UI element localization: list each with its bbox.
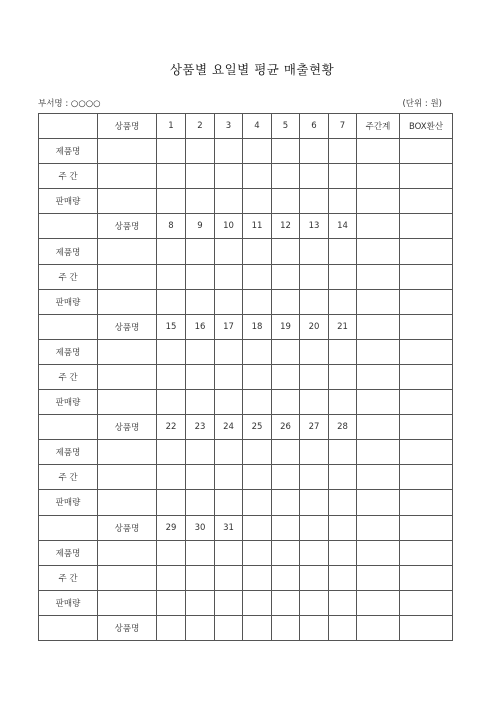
data-row — [39, 339, 453, 364]
box-conversion-header-cell — [400, 214, 453, 239]
data-cell[interactable] — [215, 565, 243, 590]
data-cell[interactable] — [329, 490, 357, 515]
data-cell[interactable] — [357, 289, 400, 314]
blank-cell — [39, 114, 98, 139]
day-header-cell: 31 — [215, 515, 243, 540]
row-label-cell: 주 간 — [39, 465, 98, 490]
data-cell[interactable] — [186, 164, 215, 189]
day-header-cell — [300, 515, 329, 540]
weekly-total-header-cell — [357, 214, 400, 239]
data-cell[interactable] — [300, 289, 329, 314]
data-cell[interactable] — [98, 440, 157, 465]
product-label-cell: 상품명 — [98, 515, 157, 540]
data-cell[interactable] — [400, 364, 453, 389]
row-label-cell: 제품명 — [39, 440, 98, 465]
data-cell[interactable] — [300, 339, 329, 364]
day-header-cell: 23 — [186, 415, 215, 440]
section-header-row — [39, 214, 453, 239]
data-cell[interactable] — [272, 239, 300, 264]
data-cell[interactable] — [98, 364, 157, 389]
day-header-cell: 25 — [243, 415, 272, 440]
day-header-cell: 19 — [272, 314, 300, 339]
data-cell[interactable] — [157, 264, 186, 289]
data-cell[interactable] — [157, 164, 186, 189]
data-cell[interactable] — [243, 565, 272, 590]
data-cell[interactable] — [329, 339, 357, 364]
data-cell[interactable] — [400, 189, 453, 214]
data-cell[interactable] — [357, 590, 400, 615]
data-cell[interactable] — [400, 490, 453, 515]
row-label-cell: 제품명 — [39, 339, 98, 364]
data-cell[interactable] — [272, 540, 300, 565]
row-label-cell: 제품명 — [39, 540, 98, 565]
box-conversion-header-cell — [400, 615, 453, 640]
data-cell[interactable] — [98, 490, 157, 515]
data-cell[interactable] — [329, 540, 357, 565]
data-cell[interactable] — [186, 364, 215, 389]
product-label-cell: 상품명 — [98, 214, 157, 239]
data-cell[interactable] — [243, 465, 272, 490]
data-cell[interactable] — [357, 189, 400, 214]
day-header-cell — [243, 515, 272, 540]
data-row — [39, 465, 453, 490]
data-cell[interactable] — [215, 364, 243, 389]
section-header-row — [39, 114, 453, 139]
data-cell[interactable] — [400, 139, 453, 164]
data-cell[interactable] — [272, 139, 300, 164]
department-label: 부서명 : ○○○○ — [38, 99, 101, 109]
data-cell[interactable] — [215, 289, 243, 314]
data-cell[interactable] — [300, 390, 329, 415]
data-cell[interactable] — [400, 540, 453, 565]
data-row — [39, 164, 453, 189]
data-cell[interactable] — [243, 339, 272, 364]
day-header-cell: 22 — [157, 415, 186, 440]
section-header-row — [39, 314, 453, 339]
data-cell[interactable] — [243, 590, 272, 615]
day-header-cell — [329, 515, 357, 540]
data-cell[interactable] — [215, 590, 243, 615]
product-label-cell: 상품명 — [98, 314, 157, 339]
row-label-cell: 판매량 — [39, 390, 98, 415]
data-cell[interactable] — [329, 189, 357, 214]
data-cell[interactable] — [98, 390, 157, 415]
data-cell[interactable] — [357, 490, 400, 515]
data-cell[interactable] — [400, 239, 453, 264]
data-cell[interactable] — [98, 164, 157, 189]
data-cell[interactable] — [98, 139, 157, 164]
blank-cell — [39, 314, 98, 339]
data-cell[interactable] — [186, 189, 215, 214]
data-cell[interactable] — [243, 189, 272, 214]
weekly-total-header-cell — [357, 515, 400, 540]
data-cell[interactable] — [186, 440, 215, 465]
row-label-cell: 주 간 — [39, 364, 98, 389]
data-cell[interactable] — [243, 239, 272, 264]
weekly-total-header-cell — [357, 415, 400, 440]
page-title: 상품별 요일별 평균 매출현황 — [169, 62, 335, 77]
data-cell[interactable] — [357, 164, 400, 189]
data-cell[interactable] — [186, 390, 215, 415]
data-cell[interactable] — [329, 390, 357, 415]
data-row — [39, 440, 453, 465]
data-cell[interactable] — [329, 565, 357, 590]
row-label-cell: 주 간 — [39, 565, 98, 590]
data-cell[interactable] — [272, 565, 300, 590]
day-header-cell: 4 — [243, 114, 272, 139]
row-label-cell: 주 간 — [39, 164, 98, 189]
data-cell[interactable] — [300, 565, 329, 590]
data-cell[interactable] — [400, 289, 453, 314]
day-header-cell: 17 — [215, 314, 243, 339]
day-header-cell: 5 — [272, 114, 300, 139]
day-header-cell — [157, 615, 186, 640]
data-cell[interactable] — [215, 465, 243, 490]
data-cell[interactable] — [357, 465, 400, 490]
data-cell[interactable] — [272, 289, 300, 314]
data-cell[interactable] — [329, 289, 357, 314]
data-cell[interactable] — [98, 264, 157, 289]
blank-cell — [39, 415, 98, 440]
box-conversion-header-cell — [400, 415, 453, 440]
day-header-cell: 28 — [329, 415, 357, 440]
data-cell[interactable] — [215, 540, 243, 565]
data-cell[interactable] — [186, 239, 215, 264]
row-label-cell: 판매량 — [39, 289, 98, 314]
data-cell[interactable] — [98, 339, 157, 364]
day-header-cell: 20 — [300, 314, 329, 339]
data-cell[interactable] — [215, 390, 243, 415]
data-row — [39, 565, 453, 590]
box-conversion-header-cell: BOX환산 — [400, 114, 453, 139]
blank-cell — [39, 214, 98, 239]
day-header-cell — [272, 615, 300, 640]
day-header-cell: 15 — [157, 314, 186, 339]
data-cell[interactable] — [157, 465, 186, 490]
data-row — [39, 289, 453, 314]
data-cell[interactable] — [215, 239, 243, 264]
data-cell[interactable] — [400, 465, 453, 490]
data-cell[interactable] — [400, 390, 453, 415]
data-cell[interactable] — [98, 590, 157, 615]
data-row — [39, 239, 453, 264]
section-header-row — [39, 415, 453, 440]
data-cell[interactable] — [400, 565, 453, 590]
data-cell[interactable] — [300, 440, 329, 465]
data-cell[interactable] — [300, 364, 329, 389]
day-header-cell: 30 — [186, 515, 215, 540]
data-cell[interactable] — [98, 189, 157, 214]
section-header-row — [39, 515, 453, 540]
day-header-cell: 9 — [186, 214, 215, 239]
data-cell[interactable] — [243, 540, 272, 565]
row-label-cell: 판매량 — [39, 189, 98, 214]
data-cell[interactable] — [329, 590, 357, 615]
blank-cell — [39, 615, 98, 640]
data-cell[interactable] — [157, 390, 186, 415]
sales-table — [38, 113, 453, 641]
product-label-cell: 상품명 — [98, 415, 157, 440]
data-cell[interactable] — [300, 465, 329, 490]
day-header-cell: 7 — [329, 114, 357, 139]
weekly-total-header-cell — [357, 615, 400, 640]
day-header-cell: 26 — [272, 415, 300, 440]
data-cell[interactable] — [272, 339, 300, 364]
data-cell[interactable] — [157, 540, 186, 565]
data-cell[interactable] — [157, 590, 186, 615]
data-cell[interactable] — [243, 490, 272, 515]
day-header-cell: 1 — [157, 114, 186, 139]
box-conversion-header-cell — [400, 515, 453, 540]
data-cell[interactable] — [215, 440, 243, 465]
data-cell[interactable] — [272, 264, 300, 289]
data-cell[interactable] — [400, 164, 453, 189]
data-cell[interactable] — [329, 239, 357, 264]
row-label-cell: 판매량 — [39, 590, 98, 615]
data-cell[interactable] — [272, 590, 300, 615]
row-label-cell: 판매량 — [39, 490, 98, 515]
day-header-cell — [300, 615, 329, 640]
data-cell[interactable] — [357, 264, 400, 289]
data-cell[interactable] — [357, 565, 400, 590]
data-cell[interactable] — [300, 239, 329, 264]
data-cell[interactable] — [157, 239, 186, 264]
data-cell[interactable] — [357, 239, 400, 264]
data-cell[interactable] — [215, 139, 243, 164]
data-cell[interactable] — [329, 465, 357, 490]
data-row — [39, 364, 453, 389]
data-cell[interactable] — [300, 164, 329, 189]
data-row — [39, 189, 453, 214]
row-label-cell: 제품명 — [39, 139, 98, 164]
data-cell[interactable] — [357, 139, 400, 164]
box-conversion-header-cell — [400, 314, 453, 339]
data-cell[interactable] — [329, 364, 357, 389]
row-label-cell: 제품명 — [39, 239, 98, 264]
data-row — [39, 264, 453, 289]
day-header-cell: 8 — [157, 214, 186, 239]
row-label-cell: 주 간 — [39, 264, 98, 289]
day-header-cell: 29 — [157, 515, 186, 540]
data-cell[interactable] — [186, 565, 215, 590]
data-cell[interactable] — [186, 264, 215, 289]
day-header-cell: 11 — [243, 214, 272, 239]
blank-cell — [39, 515, 98, 540]
data-cell[interactable] — [400, 590, 453, 615]
data-cell[interactable] — [157, 490, 186, 515]
data-cell[interactable] — [157, 339, 186, 364]
data-cell[interactable] — [215, 264, 243, 289]
data-cell[interactable] — [300, 540, 329, 565]
data-cell[interactable] — [400, 440, 453, 465]
data-row — [39, 490, 453, 515]
day-header-cell: 18 — [243, 314, 272, 339]
unit-label: (단위 : 원) — [402, 99, 442, 109]
data-cell[interactable] — [186, 590, 215, 615]
data-cell[interactable] — [357, 339, 400, 364]
data-cell[interactable] — [157, 289, 186, 314]
data-cell[interactable] — [215, 339, 243, 364]
data-cell[interactable] — [186, 465, 215, 490]
data-cell[interactable] — [186, 490, 215, 515]
day-header-cell: 27 — [300, 415, 329, 440]
data-cell[interactable] — [329, 139, 357, 164]
data-cell[interactable] — [186, 540, 215, 565]
data-cell[interactable] — [243, 289, 272, 314]
data-cell[interactable] — [98, 465, 157, 490]
data-cell[interactable] — [243, 264, 272, 289]
weekly-total-header-cell — [357, 314, 400, 339]
data-cell[interactable] — [272, 390, 300, 415]
data-cell[interactable] — [357, 540, 400, 565]
day-header-cell: 12 — [272, 214, 300, 239]
data-cell[interactable] — [157, 565, 186, 590]
data-cell[interactable] — [300, 189, 329, 214]
data-cell[interactable] — [357, 440, 400, 465]
data-row — [39, 590, 453, 615]
data-cell[interactable] — [243, 440, 272, 465]
day-header-cell: 10 — [215, 214, 243, 239]
data-cell[interactable] — [98, 565, 157, 590]
data-cell[interactable] — [186, 289, 215, 314]
data-cell[interactable] — [272, 490, 300, 515]
data-cell[interactable] — [272, 465, 300, 490]
day-header-cell — [272, 515, 300, 540]
day-header-cell — [243, 615, 272, 640]
data-row — [39, 139, 453, 164]
data-cell[interactable] — [157, 139, 186, 164]
data-cell[interactable] — [329, 164, 357, 189]
data-cell[interactable] — [215, 189, 243, 214]
day-header-cell — [186, 615, 215, 640]
data-cell[interactable] — [243, 364, 272, 389]
day-header-cell: 21 — [329, 314, 357, 339]
data-cell[interactable] — [272, 440, 300, 465]
data-cell[interactable] — [272, 189, 300, 214]
data-cell[interactable] — [300, 139, 329, 164]
data-cell[interactable] — [357, 364, 400, 389]
data-cell[interactable] — [186, 139, 215, 164]
day-header-cell: 3 — [215, 114, 243, 139]
day-header-cell — [215, 615, 243, 640]
product-label-cell: 상품명 — [98, 615, 157, 640]
day-header-cell: 16 — [186, 314, 215, 339]
day-header-cell: 24 — [215, 415, 243, 440]
day-header-cell: 2 — [186, 114, 215, 139]
day-header-cell: 6 — [300, 114, 329, 139]
day-header-cell: 14 — [329, 214, 357, 239]
data-cell[interactable] — [215, 490, 243, 515]
product-label-cell: 상품명 — [98, 114, 157, 139]
data-row — [39, 540, 453, 565]
data-cell[interactable] — [243, 139, 272, 164]
data-cell[interactable] — [98, 239, 157, 264]
data-cell[interactable] — [357, 390, 400, 415]
data-cell[interactable] — [98, 289, 157, 314]
data-cell[interactable] — [272, 364, 300, 389]
data-cell[interactable] — [400, 264, 453, 289]
data-cell[interactable] — [215, 164, 243, 189]
data-cell[interactable] — [300, 264, 329, 289]
data-cell[interactable] — [243, 390, 272, 415]
data-cell[interactable] — [186, 339, 215, 364]
data-row — [39, 390, 453, 415]
data-cell[interactable] — [157, 364, 186, 389]
data-cell[interactable] — [400, 339, 453, 364]
weekly-total-header-cell: 주간계 — [357, 114, 400, 139]
data-cell[interactable] — [329, 440, 357, 465]
data-cell[interactable] — [157, 440, 186, 465]
data-cell[interactable] — [98, 540, 157, 565]
day-header-cell — [329, 615, 357, 640]
data-cell[interactable] — [157, 189, 186, 214]
day-header-cell: 13 — [300, 214, 329, 239]
section-header-row — [39, 615, 453, 640]
data-cell[interactable] — [300, 490, 329, 515]
data-cell[interactable] — [329, 264, 357, 289]
data-cell[interactable] — [300, 590, 329, 615]
data-cell[interactable] — [243, 164, 272, 189]
data-cell[interactable] — [272, 164, 300, 189]
